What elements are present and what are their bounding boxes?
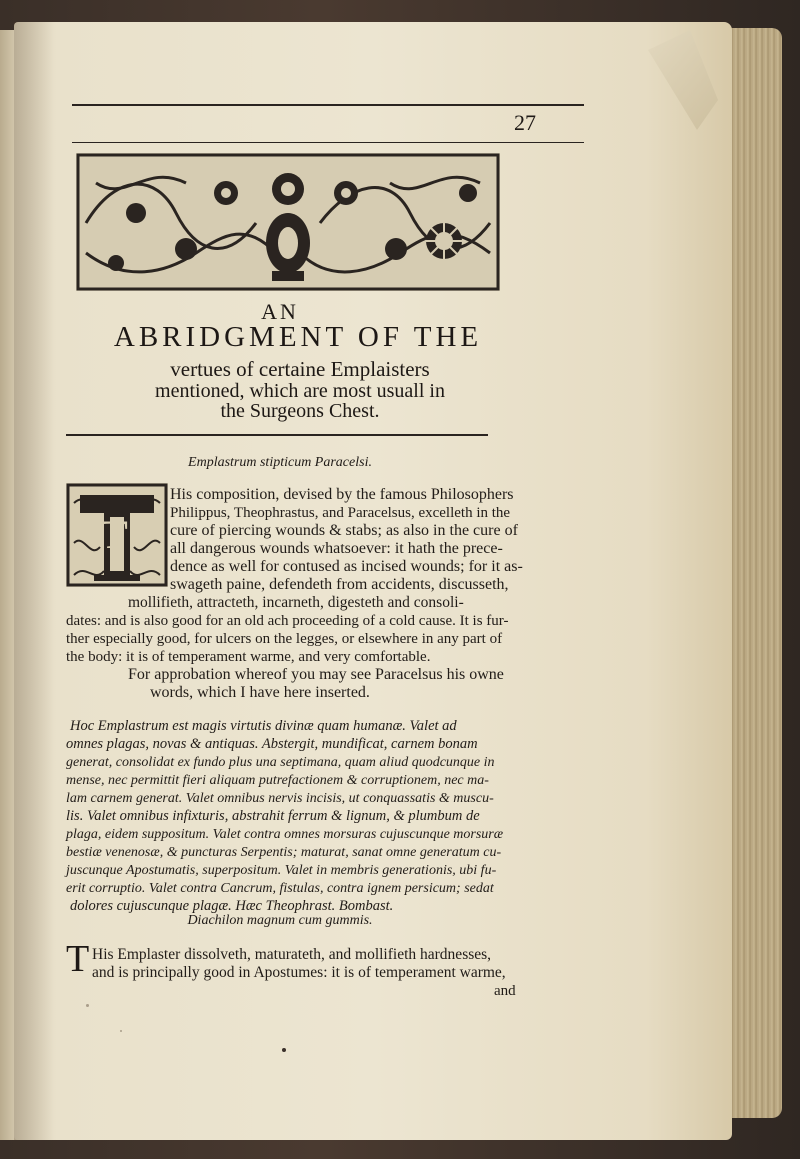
header-rule-top — [72, 104, 584, 106]
latin-line: dolores cujuscunque plagæ. Hæc Theophrast. Bombast. — [70, 898, 394, 914]
body-line: Philippus, Theophrastus, and Paracelsus, excelleth in the — [170, 505, 511, 521]
body-line: and is principally good in Apostumes: it is of temperament warme, — [92, 964, 506, 981]
gutter-shadow — [14, 22, 54, 1140]
body-line: mollifieth, attracteth, incarneth, digesteth and consoli- — [128, 594, 464, 611]
initial-letter-t: T — [66, 938, 90, 980]
latin-line: omnes plagas, novas & antiquas. Abstergit, mundificat, carnem bonam — [66, 736, 478, 752]
title-divider-rule — [66, 434, 488, 436]
floral-headpiece-ornament — [76, 153, 500, 291]
body-line: words, which I have here inserted. — [150, 684, 370, 701]
body-line: cure of piercing wounds & stabs; as also in the cure of — [170, 522, 518, 539]
catchword: and — [494, 983, 516, 999]
latin-line: Hoc Emplastrum est magis virtutis divinæ quam humanæ. Valet ad — [70, 718, 457, 734]
title-line-2: mentioned, which are most usuall in — [155, 380, 445, 402]
latin-line: lam carnem generat. Valet omnibus nervis incisis, ut conquassatis & muscu- — [66, 791, 494, 806]
paper-speck — [120, 1030, 122, 1032]
body-line: all dangerous wounds whatsoever: it hath the prece- — [170, 540, 503, 557]
section-heading-diachilon: Diachilon magnum cum gummis. — [187, 913, 373, 928]
title-an: AN — [261, 299, 299, 324]
page-stack-edge — [728, 28, 782, 1118]
latin-line: plaga, eidem suppositum. Valet contra omnes morsuras cujuscunque morsuræ — [66, 827, 504, 842]
page-number: 27 — [514, 110, 536, 135]
latin-line: erit corruptio. Valet contra Cancrum, fistulas, contra ignem persicum; sedat — [66, 881, 494, 896]
latin-line: bestiæ venenosæ, & puncturas Serpentis; maturat, sanat omne generatum cu- — [66, 845, 502, 860]
body-line: His composition, devised by the famous Philosophers — [170, 486, 514, 503]
latin-line: juscunque Apostumatis, superpositum. Valet in membris generationis, ubi fu- — [66, 863, 497, 878]
latin-line: mense, nec permittit fieri aliquam putrefactionem & corruptionem, nec ma- — [66, 773, 489, 788]
body-line: dence as well for contused as incised wounds; for it as- — [170, 558, 523, 575]
latin-line: lis. Valet omnibus infixturis, abstrahit ferrum & lignum, & plumbum de — [66, 808, 480, 824]
body-line: For approbation whereof you may see Paracelsus his owne — [128, 666, 504, 683]
title-line-3: the Surgeons Chest. — [220, 400, 380, 422]
header-rule-bottom — [72, 142, 584, 143]
body-line: dates: and is also good for an old ach proceeding of a cold cause. It is fur- — [66, 613, 509, 629]
title-line-1: vertues of certaine Emplaisters — [170, 357, 430, 381]
dropcap-letter-t: T — [101, 512, 128, 557]
section-heading-emplastrum: Emplastrum stipticum Paracelsi. — [188, 455, 372, 470]
latin-line: generat, consolidat ex fundo plus una septimana, quam aliud quodcunque in — [66, 755, 495, 770]
body-line: ther especially good, for ulcers on the legges, or elsewhere in any part of — [66, 631, 503, 647]
body-line: swageth paine, defendeth from accidents, discusseth, — [170, 576, 509, 593]
paper-speck — [86, 1004, 89, 1007]
title-main: ABRIDGMENT OF THE — [113, 321, 483, 353]
body-line: His Emplaster dissolveth, maturateth, and mollifieth hardnesses, — [92, 946, 492, 963]
body-line: the body: it is of temperament warme, and very comfortable. — [66, 649, 431, 665]
ink-speck — [282, 1048, 286, 1052]
